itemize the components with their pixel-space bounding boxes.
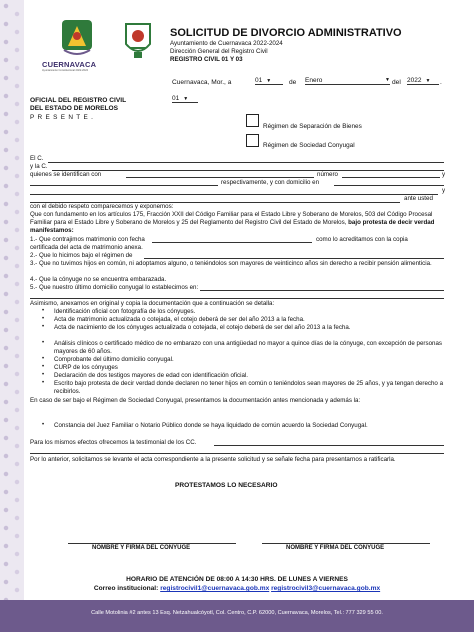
bullet-icon: •	[42, 316, 45, 322]
statement-1c: certificada del acta de matrimonio anexa.	[30, 244, 143, 251]
bullet-icon: •	[42, 380, 45, 386]
list-item: Análisis clínicos o certificado médico de no embarazo con una antigüedad no mayor a quince días de la cónyuge, con excepción de personas mayores de 60 años.	[54, 340, 442, 355]
identifican-label: quienes se identifican con	[30, 171, 102, 178]
bullet-icon: •	[42, 340, 45, 346]
list-item: Declaración de dos testigos mayores de edad con identificación oficial.	[54, 372, 248, 379]
email-link-1[interactable]: registrocivil1@cuernavaca.gob.mx	[160, 585, 270, 592]
statement-1b: como lo acreditamos con la copia	[316, 236, 408, 243]
id-type-field[interactable]	[126, 177, 314, 178]
side-pattern	[0, 0, 24, 600]
chevron-down-icon: ▼	[425, 78, 431, 84]
ante-usted-label: ante usted	[404, 195, 433, 202]
constancia-item: Constancia del Juez Familiar o Notario Público donde se haya liquidado de común acuerdo la Sociedad Conyugal.	[54, 422, 368, 429]
statement-5: 5.- Que nuestro último domicilio conyugal lo establecimos en:	[30, 284, 199, 291]
husband-name-field[interactable]	[48, 162, 444, 163]
numero-label: número	[317, 171, 338, 178]
respeto-text: con el debido respeto comparecemos y exponemos:	[30, 203, 174, 210]
domicilio-field-2[interactable]	[30, 194, 438, 195]
y-label-1: y	[442, 171, 446, 178]
bullet-icon: •	[42, 356, 45, 362]
recipient-line1: OFICIAL DEL REGISTRO CIVIL	[30, 97, 127, 104]
separacion-checkbox[interactable]	[246, 114, 259, 127]
presente: P R E S E N T E .	[30, 114, 94, 121]
chevron-down-icon: ▼	[183, 96, 189, 102]
city-subtitle: Ayuntamiento Constitucional 2022-2024	[42, 69, 88, 72]
conyugal-label: Régimen de Sociedad Conyugal	[263, 142, 355, 149]
city-name: CUERNAVACA	[42, 60, 97, 69]
document-title: SOLICITUD DE DIVORCIO ADMINISTRATIVO	[170, 27, 402, 39]
footer-address: Calle Motolinia #2 antes 13 Esq. Netzahualcóyotl, Col. Centro, C.P. 62000, Cuernavaca, Morelos, Tel.: 777 329 55 00.	[91, 610, 383, 616]
signature-line-left[interactable]	[68, 543, 236, 544]
month-select[interactable]: Enero ▼	[305, 77, 390, 84]
date-del: del	[392, 79, 401, 86]
correo-label: Correo institucional:	[93, 585, 159, 592]
witness-field[interactable]	[214, 445, 444, 446]
regimen-field[interactable]	[144, 258, 444, 259]
separacion-label: Régimen de Separación de Bienes	[263, 123, 362, 130]
recipient-line2: DEL ESTADO DE MORELOS	[30, 105, 119, 112]
email-link-2[interactable]: registrocivil3@cuernavaca.gob.mx	[271, 585, 381, 592]
marriage-date-field[interactable]	[152, 242, 312, 243]
wife-name-field[interactable]	[52, 170, 444, 171]
witness-field-2[interactable]	[30, 453, 444, 454]
statement-3: 3.- Que no tuvimos hijos en común, ni adoptamos alguno, o teniéndolos son mayores de veinticinco años sin derecho a recibir pensión alimenticia.	[30, 260, 432, 267]
city-emblem-icon	[40, 16, 114, 60]
second-id-field[interactable]	[30, 185, 218, 186]
last-domicile-field-2[interactable]	[30, 298, 444, 299]
list-item: Escrito bajo protesta de decir verdad donde declaren no tener hijos en común o teniéndolos sean mayores de 25 años, y ya tengan derecho a recibirlos.	[54, 380, 444, 395]
signature-line-right[interactable]	[262, 543, 430, 544]
day-select[interactable]: 01 ▼	[255, 77, 283, 85]
statement-4: 4.- Que la cónyuge no se encuentra embarazada.	[30, 276, 167, 283]
footer-bar	[0, 600, 474, 632]
conclusion-paragraph: Por lo anterior, solicitamos se levante el acta correspondiente a la presente solicitud y se señale fecha para presentarnos a ratificarla.	[30, 456, 396, 463]
conyugal-checkbox[interactable]	[246, 134, 259, 147]
seal-icon	[122, 18, 154, 62]
date-de: de	[289, 79, 297, 86]
list-item: Acta de nacimiento de los cónyuges actualizada o cotejada, el cotejo deberá de ser del año 2013 a la fecha.	[54, 324, 351, 331]
header-line-direccion: Dirección General del Registro Civil	[170, 48, 268, 55]
protestamos-heading: PROTESTAMOS LO NECESARIO	[175, 482, 278, 489]
statement-1a: 1.- Que contrajimos matrimonio con fecha	[30, 236, 145, 243]
anexamos-text: Asimismo, anexamos en original y copia la documentación que a continuación se detalla:	[30, 300, 275, 307]
id-number-field[interactable]	[342, 177, 440, 178]
list-item: Comprobante del último domicilio conyugal.	[54, 356, 174, 363]
horario-text: HORARIO DE ATENCIÓN DE 08:00 A 14:30 HRS. DE LUNES A VIERNES	[126, 576, 348, 583]
correo-line	[0, 585, 474, 592]
bullet-icon: •	[42, 308, 45, 314]
respectivamente-label: respectivamente, y con domicilio en	[221, 179, 320, 186]
morelos-seal	[122, 18, 154, 62]
list-item: Identificación oficial con fotografía de los cónyuges.	[54, 308, 196, 315]
bullet-icon: •	[42, 372, 45, 378]
y-label-2: y	[442, 187, 446, 194]
bullet-icon: •	[42, 324, 45, 330]
bullet-icon: •	[42, 422, 45, 428]
date-prefix: Cuernavaca, Mor., a	[172, 79, 232, 86]
header-line-ayuntamiento: Ayuntamiento de Cuernavaca 2022-2024	[170, 40, 283, 47]
chevron-down-icon: ▼	[385, 77, 390, 83]
signature-label-right: NOMBRE Y FIRMA DEL CONYUGE	[286, 545, 385, 551]
last-domicile-field[interactable]	[200, 290, 444, 291]
signature-label-left: NOMBRE Y FIRMA DEL CONYUGE	[92, 545, 191, 551]
list-item: Acta de matrimonio actualizada o cotejada, el cotejo deberá de ser del año 2013 a la fecha.	[54, 316, 305, 323]
fundamento-paragraph: Que con fundamento en los artículos 175, Fracción XXII del Código Familiar para el Estado Libre y Soberano de Morelos, 503 del Código Procesal Familiar para el Estado Libre y Soberano de Morelos y 25 del Reglamento del Registro Civil del Estado de Morelos, bajo protesta de decir verdad manifestamos:	[30, 211, 435, 234]
bullet-icon: •	[42, 364, 45, 370]
list-item: CURP de los cónyuges	[54, 364, 118, 371]
el-c-label: El C.	[30, 155, 44, 162]
domicilio-field[interactable]	[334, 185, 444, 186]
y-la-c-label: y la C.	[30, 163, 48, 170]
year-select[interactable]: 2022 ▼	[407, 77, 439, 85]
header-line-registro: REGISTRO CIVIL 01 Y 03	[170, 56, 243, 63]
sociedad-paragraph: En caso de ser bajo el Régimen de Sociedad Conyugal, presentamos la documentación antes mencionada y además la:	[30, 397, 361, 404]
cuernavaca-logo	[40, 16, 114, 72]
testimonial-text: Para los mismos efectos ofrecemos la testimonial de los CC.	[30, 439, 197, 446]
oficialia-select[interactable]: 01 ▼	[172, 95, 198, 103]
statement-2: 2.- Que lo hicimos bajo el régimen de	[30, 252, 133, 259]
date-end: .	[440, 79, 442, 86]
chevron-down-icon: ▼	[266, 78, 272, 84]
